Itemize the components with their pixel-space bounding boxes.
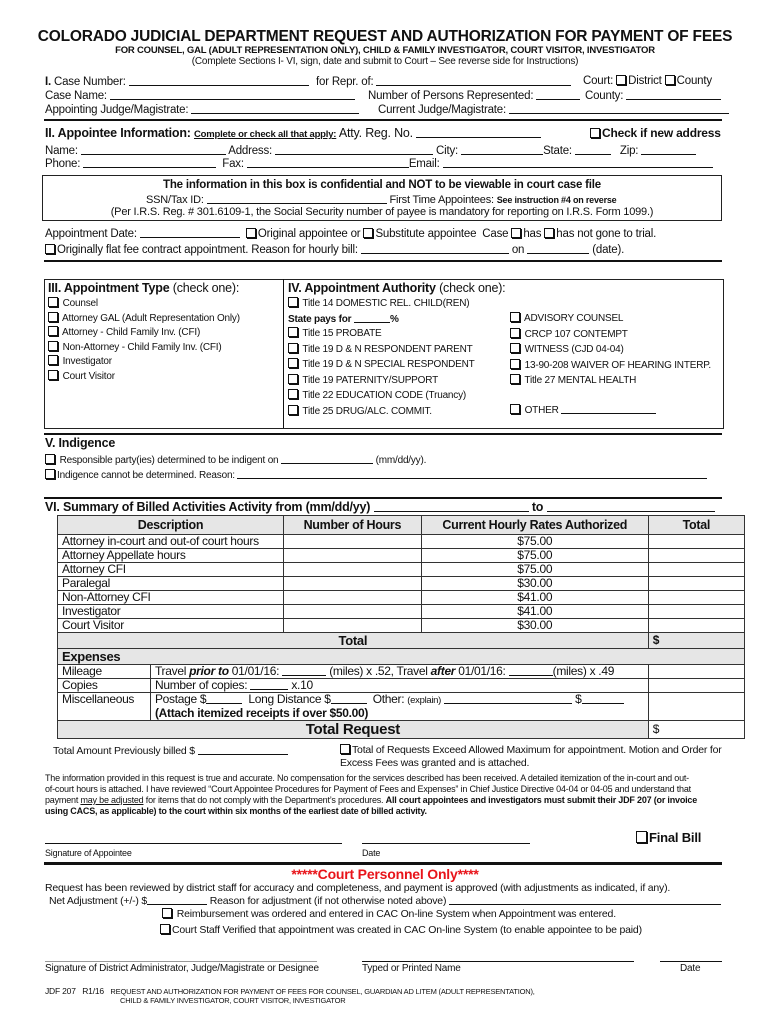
label: District [628, 75, 662, 87]
substitute-appointee-checkbox[interactable] [363, 228, 373, 238]
checkbox[interactable] [48, 326, 58, 336]
net-adjustment-row [49, 894, 721, 907]
label: Responsible party(ies) determined to be indigent on [59, 455, 279, 466]
rate-cell: $41.00 [421, 605, 648, 619]
current-judge-field[interactable] [378, 103, 729, 116]
column-header: Number of Hours [283, 516, 421, 535]
description-cell: Paralegal [58, 577, 284, 591]
label: (mm/dd/yy). [375, 455, 427, 466]
label: Mileage [58, 665, 151, 679]
state-pays-field[interactable] [288, 312, 399, 325]
original-appointee-checkbox[interactable] [246, 228, 256, 238]
checkbox[interactable] [48, 355, 58, 365]
label: Fax: [222, 158, 244, 170]
label: Address: [228, 145, 273, 157]
divider [44, 260, 722, 262]
copies-row [58, 679, 745, 693]
section-title: IV. Appointment Authority [288, 281, 436, 295]
label: SSN/Tax ID: [146, 194, 204, 206]
divider [44, 119, 722, 121]
description-cell: Investigator [58, 605, 284, 619]
label: Total [58, 633, 649, 649]
appointee-info-header [45, 126, 541, 140]
previously-billed-field[interactable] [53, 744, 288, 757]
rate-cell: $75.00 [421, 535, 648, 549]
rate-cell: $75.00 [421, 549, 648, 563]
revision: R1/16 [82, 986, 104, 996]
total-row [58, 633, 745, 649]
appointing-judge-field[interactable] [45, 103, 359, 116]
checkbox[interactable] [45, 454, 55, 464]
label: on [511, 244, 525, 256]
appointee-date-line[interactable] [362, 843, 530, 844]
total-cell[interactable] [648, 605, 744, 619]
final-bill-option[interactable] [636, 830, 701, 845]
authority-option[interactable] [288, 343, 473, 355]
appointment-type-option[interactable] [48, 297, 98, 309]
appointment-type-option[interactable] [48, 355, 112, 367]
label: Total Amount Previously billed $ [53, 745, 195, 757]
total-cell[interactable] [648, 577, 744, 591]
mileage-cell[interactable]: Travel prior to 01/01/16: (miles) x .52, Travel after 01/01/16: (miles) x .49 [150, 665, 648, 679]
label: State: [543, 145, 572, 157]
column-header: Total [648, 516, 744, 535]
footer [45, 986, 535, 996]
table-row [58, 577, 745, 591]
label: to [531, 500, 544, 514]
verified-option[interactable] [160, 924, 642, 936]
printed-name-line[interactable] [362, 961, 634, 962]
label: OTHER [524, 405, 559, 416]
total-cell[interactable] [648, 563, 744, 577]
hours-cell[interactable] [283, 535, 421, 549]
label: % [389, 314, 399, 325]
label: (check one): [439, 281, 506, 295]
flat-fee-row [45, 243, 624, 256]
label: Number of Persons Represented: [368, 90, 534, 102]
copies-total[interactable] [648, 679, 744, 693]
label: First Time Appointees: [389, 194, 494, 206]
appointment-type-title [48, 281, 239, 295]
authority-option[interactable] [510, 328, 628, 340]
ssn-field[interactable] [146, 193, 617, 206]
checkbox[interactable] [48, 370, 58, 380]
court-personnel-title: *****Court Personnel Only**** [291, 866, 479, 882]
label: Title 15 PROBATE [302, 328, 382, 339]
authority-option[interactable] [288, 405, 432, 417]
total-cell[interactable] [648, 591, 744, 605]
title14-option[interactable] [288, 297, 469, 309]
review-statement: Request has been reviewed by district staff for accuracy and completeness, and payment is approved (with adjustments as indicated, if any). [45, 882, 671, 894]
form-number: JDF 207 [45, 986, 76, 996]
label: Name: [45, 145, 78, 157]
appointee-signature-line[interactable] [45, 843, 342, 844]
label: Reimbursement was ordered and entered in CAC On-line System when Appointment was entered. [176, 908, 616, 920]
adjustment-reason-input[interactable] [449, 894, 721, 905]
section-title: VI. Summary of Billed Activities Activity from (mm/dd/yy) [45, 500, 371, 514]
court-type [583, 75, 712, 87]
label: Case Number: [54, 76, 126, 88]
label: Title 14 DOMESTIC REL. CHILD(REN) [302, 298, 470, 309]
total-request-cell[interactable]: $ [648, 721, 744, 739]
section-title: III. Appointment Type [48, 281, 170, 295]
name-input[interactable] [81, 144, 226, 155]
label: Expenses [58, 649, 745, 665]
label: Appointment Date: [45, 228, 137, 240]
label: Current Judge/Magistrate: [378, 104, 506, 116]
checkbox[interactable] [510, 312, 520, 322]
hours-cell[interactable] [283, 577, 421, 591]
checkbox[interactable] [510, 343, 520, 353]
certification-text [45, 773, 697, 817]
billing-table [57, 515, 745, 739]
authority-option[interactable] [288, 389, 466, 401]
authority-option[interactable] [510, 359, 711, 371]
section-number: I. [45, 76, 51, 88]
label: Title 19 D & N SPECIAL RESPONDENT [302, 359, 475, 370]
appointment-type-option[interactable] [48, 341, 222, 353]
reimbursement-option[interactable] [162, 908, 616, 920]
appointment-type-option[interactable] [48, 326, 200, 338]
total-cell[interactable] [648, 619, 744, 633]
misc-cell[interactable]: Postage $ Long Distance $ Other: (explain) $ (Attach itemized receipts if over $50.00) [150, 693, 648, 721]
table-row [58, 535, 745, 549]
label: County [676, 75, 712, 87]
case-name-field[interactable] [45, 89, 355, 102]
label: Substitute appointee [375, 228, 477, 240]
appointment-authority-title [288, 281, 505, 295]
checkbox[interactable] [162, 908, 172, 918]
checkbox[interactable] [510, 359, 520, 369]
label: Court: [583, 75, 614, 87]
indigence-title: V. Indigence [45, 436, 116, 450]
district-checkbox[interactable] [616, 75, 626, 85]
zip-input[interactable] [641, 144, 696, 155]
misc-total[interactable] [648, 693, 744, 721]
checkbox[interactable] [48, 341, 58, 351]
new-address-checkbox[interactable] [590, 128, 600, 138]
city-input[interactable] [461, 144, 543, 155]
checkbox[interactable] [288, 374, 298, 384]
indigence-undetermined-option[interactable] [45, 468, 707, 481]
to-date-input[interactable] [547, 501, 715, 512]
total-cell[interactable] [648, 549, 744, 563]
label: Case [482, 228, 509, 240]
authority-option[interactable] [288, 374, 438, 386]
label: (check one): [172, 281, 240, 295]
printed-name-label: Typed or Printed Name [362, 963, 461, 974]
summary-title [45, 500, 715, 514]
label: (date). [592, 244, 625, 256]
label: See instruction #4 on reverse [496, 195, 617, 205]
exceed-option[interactable] [340, 744, 722, 756]
description-cell: Non-Attorney CFI [58, 591, 284, 605]
label: City: [436, 145, 459, 157]
address-input[interactable] [275, 144, 433, 155]
label: Miscellaneous [58, 693, 151, 721]
label: Total Request [58, 721, 649, 739]
appointment-type-option[interactable] [48, 312, 240, 324]
table-row [58, 619, 745, 633]
label: has not gone to trial. [556, 228, 657, 240]
signature-label: Signature of Appointee [45, 848, 132, 858]
table-row [58, 591, 745, 605]
form-subtitle: FOR COUNSEL, GAL (ADULT REPRESENTATION ONLY), CHILD & FAMILY INVESTIGATOR, COURT VISITOR, INVESTIGATOR [115, 45, 655, 56]
label: Counsel [62, 298, 98, 309]
hourly-reason-input[interactable] [361, 243, 509, 254]
date-label: Date [362, 848, 381, 858]
appointee-row-2 [45, 157, 713, 170]
exceed-note: Excess Fees was granted and is attached. [340, 757, 530, 769]
divider [44, 862, 722, 865]
checkbox[interactable] [160, 924, 170, 934]
authority-option[interactable] [510, 374, 636, 386]
description-cell: Court Visitor [58, 619, 284, 633]
rate-cell: $30.00 [421, 619, 648, 633]
checkbox[interactable] [288, 343, 298, 353]
flat-fee-checkbox[interactable] [45, 244, 55, 254]
label: Zip: [619, 145, 639, 157]
label: Check if new address [602, 126, 721, 140]
section-title: II. Appointee Information: [45, 126, 191, 140]
label: Appointing Judge/Magistrate: [45, 104, 189, 116]
label: Title 22 EDUCATION CODE (Truancy) [302, 390, 467, 401]
column-header: Description [58, 516, 284, 535]
label: Phone: [45, 158, 81, 170]
hourly-date-input[interactable] [527, 243, 589, 254]
label: for Repr. of: [316, 76, 374, 88]
state-input[interactable] [575, 144, 611, 155]
appointment-row [45, 227, 656, 240]
label: Court Visitor [62, 370, 115, 382]
authority-option[interactable] [288, 327, 381, 339]
hours-cell[interactable] [283, 605, 421, 619]
checkbox[interactable] [288, 297, 298, 307]
total-request-row [58, 721, 745, 739]
label: Case Name: [45, 90, 107, 102]
label: Atty. Reg. No. [338, 126, 413, 140]
authority-option[interactable] [510, 343, 624, 355]
total-cell[interactable]: $ [648, 633, 744, 649]
text: payment may be adjusted for items that do not comply with the Department’s procedures. All court appointees and investigators must submit their JDF 207 (or invoice [45, 795, 698, 805]
appointment-date-input[interactable] [140, 227, 240, 238]
label: Reason for adjustment (if not otherwise noted above) [209, 895, 447, 907]
indigent-option[interactable] [45, 453, 426, 466]
label: WITNESS (CJD 04-04) [524, 344, 624, 355]
copies-cell[interactable]: Number of copies: x.10 [150, 679, 648, 693]
label: County: [585, 90, 624, 102]
column-header: Current Hourly Rates Authorized [421, 516, 648, 535]
label: Title 27 MENTAL HEALTH [524, 375, 637, 386]
checkbox[interactable] [510, 374, 520, 384]
rate-cell: $41.00 [421, 591, 648, 605]
repr-of-field[interactable] [316, 75, 571, 88]
label: Final Bill [649, 830, 702, 845]
email-input[interactable] [443, 157, 713, 168]
label: Email: [408, 158, 440, 170]
new-address-option[interactable] [590, 126, 721, 140]
table-row [58, 605, 745, 619]
administrator-signature-line[interactable] [45, 961, 317, 962]
text: of-court hours is attached. I have reviewed “Court Appointee Procedures for Payment of Fees and Expenses” in Chief Justice Directive 04-04 or 04-05 and understand that [45, 784, 691, 794]
persons-represented-field[interactable] [368, 89, 580, 102]
hours-cell[interactable] [283, 591, 421, 605]
form-instructions: (Complete Sections I- VI, sign, date and submit to Court – See reverse side for Instructions) [191, 56, 579, 67]
label: ADVISORY COUNSEL [524, 313, 624, 324]
table-row [58, 563, 745, 577]
label: Court Staff Verified that appointment was created in CAC On-line System (to enable appointee to be paid) [172, 924, 642, 936]
mileage-row [58, 665, 745, 679]
label: Title 25 DRUG/ALC. COMMIT. [302, 405, 432, 417]
other-option[interactable] [510, 403, 656, 416]
checkbox[interactable] [288, 405, 298, 415]
hours-cell[interactable] [283, 549, 421, 563]
from-date-input[interactable] [374, 501, 529, 512]
form-title: COLORADO JUDICIAL DEPARTMENT REQUEST AND AUTHORIZATION FOR PAYMENT OF FEES [37, 28, 733, 45]
label: 13-90-208 WAIVER OF HEARING INTERP. [524, 359, 711, 371]
date-label: Date [680, 963, 701, 974]
label: Non-Attorney - Child Family Inv. (CFI) [62, 341, 222, 353]
net-adjustment-input[interactable] [147, 894, 207, 905]
checkbox[interactable] [340, 744, 350, 754]
checkbox[interactable] [288, 389, 298, 399]
text: using CACS, as applicable) to the court within six months of the earliest date of billed activity. [45, 806, 427, 816]
court-date-line[interactable] [660, 961, 722, 962]
signature-label: Signature of District Administrator, Judge/Magistrate or Designee [45, 963, 319, 974]
checkbox[interactable] [48, 312, 58, 322]
label: Total of Requests Exceed Allowed Maximum for appointment. Motion and Order for [352, 744, 722, 756]
authority-option[interactable] [510, 312, 623, 324]
checkbox[interactable] [48, 297, 58, 307]
county-checkbox[interactable] [665, 75, 675, 85]
footer-description: CHILD & FAMILY INVESTIGATOR, COURT VISITOR, INVESTIGATOR [120, 996, 346, 1005]
appointment-type-option[interactable] [48, 370, 115, 382]
label: has [523, 228, 542, 240]
expenses-row [58, 649, 745, 665]
label: Original appointee or [257, 228, 361, 240]
description-cell: Attorney CFI [58, 563, 284, 577]
text: The information provided in this request is true and accurate. No compensation for the services described has been received. A detailed itemization of the in-court and out- [45, 773, 689, 783]
label: Title 19 D & N RESPONDENT PARENT [302, 343, 473, 355]
fax-input[interactable] [247, 157, 409, 168]
authority-option[interactable] [288, 358, 475, 370]
rate-cell: $30.00 [421, 577, 648, 591]
label: Originally flat fee contract appointment. Reason for hourly bill: [57, 244, 358, 256]
label: Copies [58, 679, 151, 693]
label: Complete or check all that apply: [194, 129, 337, 140]
label: Investigator [62, 356, 112, 367]
confidential-title: The information in this box is confidential and NOT to be viewable in court case file [163, 179, 601, 191]
checkbox[interactable] [636, 831, 647, 843]
hours-cell[interactable] [283, 619, 421, 633]
checkbox[interactable] [288, 358, 298, 368]
label: CRCP 107 CONTEMPT [524, 328, 628, 340]
description-cell: Attorney in-court and out-of court hours [58, 535, 284, 549]
divider [44, 497, 722, 499]
description-cell: Attorney Appellate hours [58, 549, 284, 563]
has-gone-to-trial-checkbox[interactable] [511, 228, 521, 238]
checkbox[interactable] [45, 469, 55, 479]
footer-description: REQUEST AND AUTHORIZATION FOR PAYMENT OF FEES FOR COUNSEL, GUARDIAN AD LITEM (ADULT REPRESENTATION), [110, 987, 535, 996]
mileage-total[interactable] [648, 665, 744, 679]
label: Indigence cannot be determined. Reason: [57, 470, 235, 481]
rate-cell: $75.00 [421, 563, 648, 577]
table-header-row [58, 516, 745, 535]
divider [44, 433, 722, 435]
label: Attorney - Child Family Inv. (CFI) [62, 327, 201, 338]
label: Attorney GAL (Adult Representation Only) [62, 312, 240, 324]
phone-input[interactable] [83, 157, 216, 168]
irs-note: (Per I.R.S. Reg. # 301.6109-1, the Social Security number of payee is mandatory for reporting on I.R.S. Form 1099.) [110, 206, 654, 218]
checkbox[interactable] [510, 328, 520, 338]
county-field[interactable] [585, 89, 721, 102]
label: State pays for [288, 314, 352, 325]
hours-cell[interactable] [283, 563, 421, 577]
table-row [58, 549, 745, 563]
checkbox[interactable] [288, 327, 298, 337]
appointee-row-1 [45, 144, 696, 157]
has-not-gone-to-trial-checkbox[interactable] [544, 228, 554, 238]
checkbox[interactable] [510, 404, 520, 414]
case-number-field[interactable] [45, 75, 309, 88]
label: Net Adjustment (+/-) $ [49, 895, 148, 907]
total-cell[interactable] [648, 535, 744, 549]
divider [283, 279, 284, 428]
label: Title 19 PATERNITY/SUPPORT [302, 374, 438, 386]
misc-row [58, 693, 745, 721]
